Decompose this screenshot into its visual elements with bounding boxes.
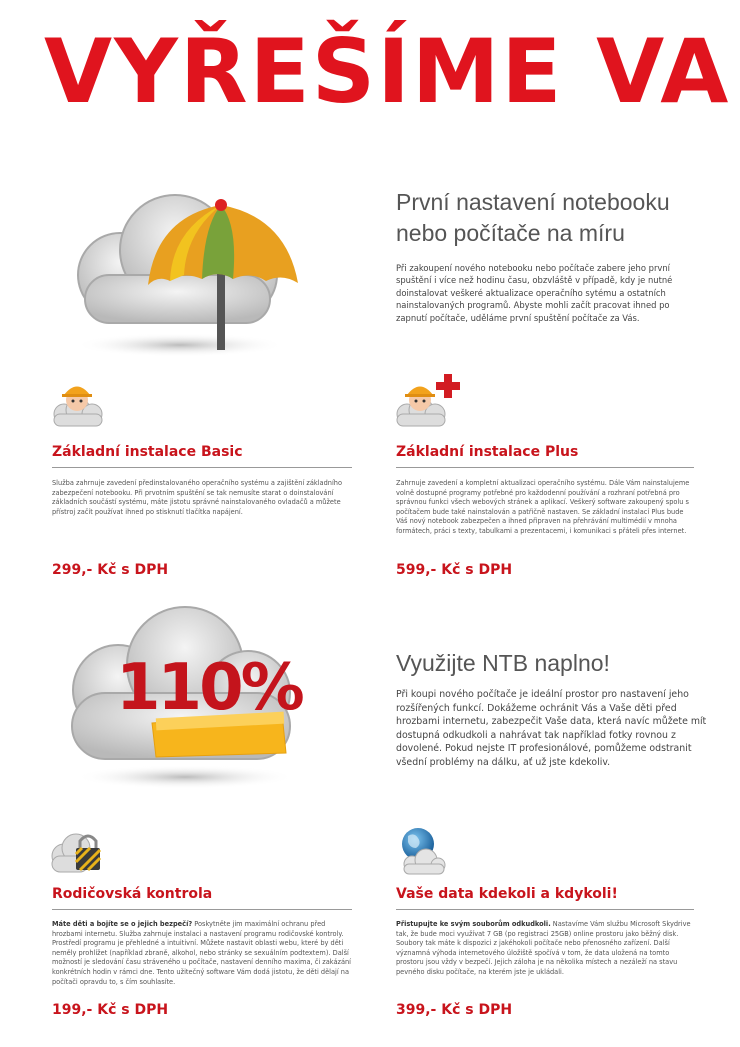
section1-heading-line2: nebo počítače na míru <box>396 220 625 246</box>
cloud-price: 399,- Kč s DPH <box>396 1002 513 1018</box>
parental-title: Rodičovská kontrola <box>52 886 213 902</box>
plus-desc: Zahrnuje zavedení a kompletní aktualizaci operačního systému. Dále Vám nainstalujeme volně dostupné programy potřebné pro každodenní používání a rozhraní potřebná pro správnou funkci všech webových stránek a aplikací. Veškerý software zakoupený spolu s počítačem bude také nainstalován a patřičně nastaven. Se základní instalací Plus bude Váš nový notebook zabezpečen a ihned připraven na přehrávání multimédií v mnoha formátech, práci s texty, tabulkami a prezentacemi, i komunikaci s přáteli přes internet. <box>396 479 690 535</box>
cloud-title: Vaše data kdekoli a kdykoli! <box>396 886 618 902</box>
cloud-divider <box>396 909 694 910</box>
plus-divider <box>396 467 694 468</box>
section1-heading-line1: První nastavení notebooku <box>396 189 670 215</box>
basic-title: Základní instalace Basic <box>52 444 243 460</box>
plus-price: 599,- Kč s DPH <box>396 562 513 578</box>
parental-desc <box>52 920 352 987</box>
worker-plus-cloud-icon <box>393 372 463 428</box>
parental-desc-body: Poskytněte jim maximální ochranu před hrozbami internetu. Služba zahrnuje instalaci a nastavení programu rodičovské kontroly. Prostředí programu je přehledné a intuitivní. Můžete nastavit oblasti webu, které by děti neměly prohlížet (například zbraně, alkohol, nebo stránky se sexuálním podtextem). Další možností je sledování času stráveného u počítače, nastavení denního maxima, či zakázání konkrétních hodin v rámci dne. Tento užitečný software Vám dodá jistotu, že děti dělají na počítači opravdu to, s čím souhlasíte. <box>52 920 352 986</box>
worker-cloud-icon <box>50 376 105 428</box>
parental-divider <box>52 909 352 910</box>
cloud-desc <box>396 920 696 978</box>
hero-title: VYŘEŠÍME VA <box>44 20 731 123</box>
globe-cloud-icon <box>396 824 448 876</box>
parental-lead: Máte děti a bojíte se o jejich bezpečí? <box>52 920 193 928</box>
umbrella-cloud-icon <box>60 175 310 360</box>
basic-desc: Služba zahrnuje zavedení předinstalovaného operačního systému a zajištění základního zabezpečení notebooku. Při prvotním spuštění se tak nemusíte starat o doinstalování základních součástí systému, máte jistotu správné nainstalovaného ovladačů a můžete přístroj začít používat ihned po stisknutí tlačítka napájení. <box>52 479 343 516</box>
section2-heading: Využijte NTB naplno! <box>396 650 610 676</box>
section2-text: Při koupi nového počítače je ideální prostor pro nastavení jeho rozšířených funkcí. Dokážeme ochránit Vás a Vaše děti před hrozbami internetu, zabezpečit Vaše data, která navíc můžete mít dostupná odkudkoli a nahrávat tak například fotky rovnou z dovolené. Pokud nejste IT profesionálové, pomůžeme odstranit všední problémy na dálku, ať už jste kdekoliv. <box>396 689 707 768</box>
basic-price: 299,- Kč s DPH <box>52 562 169 578</box>
section1-heading <box>396 187 726 249</box>
padlock-cloud-icon <box>50 828 106 876</box>
cloud-lead: Přistupujte ke svým souborům odkudkoli. <box>396 920 551 928</box>
parental-price: 199,- Kč s DPH <box>52 1002 169 1018</box>
percent-badge: 110% <box>116 651 302 725</box>
basic-divider <box>52 467 352 468</box>
cloud-desc-body: Nastavíme Vám službu Microsoft Skydrive tak, že bude moci využívat 7 GB (po registraci 25GB) online prostoru jako běžný disk. Soubory tak máte k dispozici z jakéhokoli počítače nebo přenosného zařízení. Další významná výhoda internetového úložiště spočívá v tom, že data uložená na tomto prostoru jsou vždy v bezpečí. Jejich záloha je na několika místech a nezáleží na stavu pevného disku počítače, na kterém jste je ukládali. <box>396 920 691 976</box>
plus-title: Základní instalace Plus <box>396 444 579 460</box>
section1-text: Při zakoupení nového notebooku nebo počítače zabere jeho první spuštění i více než hodinu času, obzvláště v případě, kdy je nutné doinstalovat veškeré aktualizace operačního sytému a ostatních nainstalovaných programů. Abyste mohli začít pracovat ihned po zapnutí počítače, uděláme první spuštění počítače za Vás. <box>396 263 673 323</box>
